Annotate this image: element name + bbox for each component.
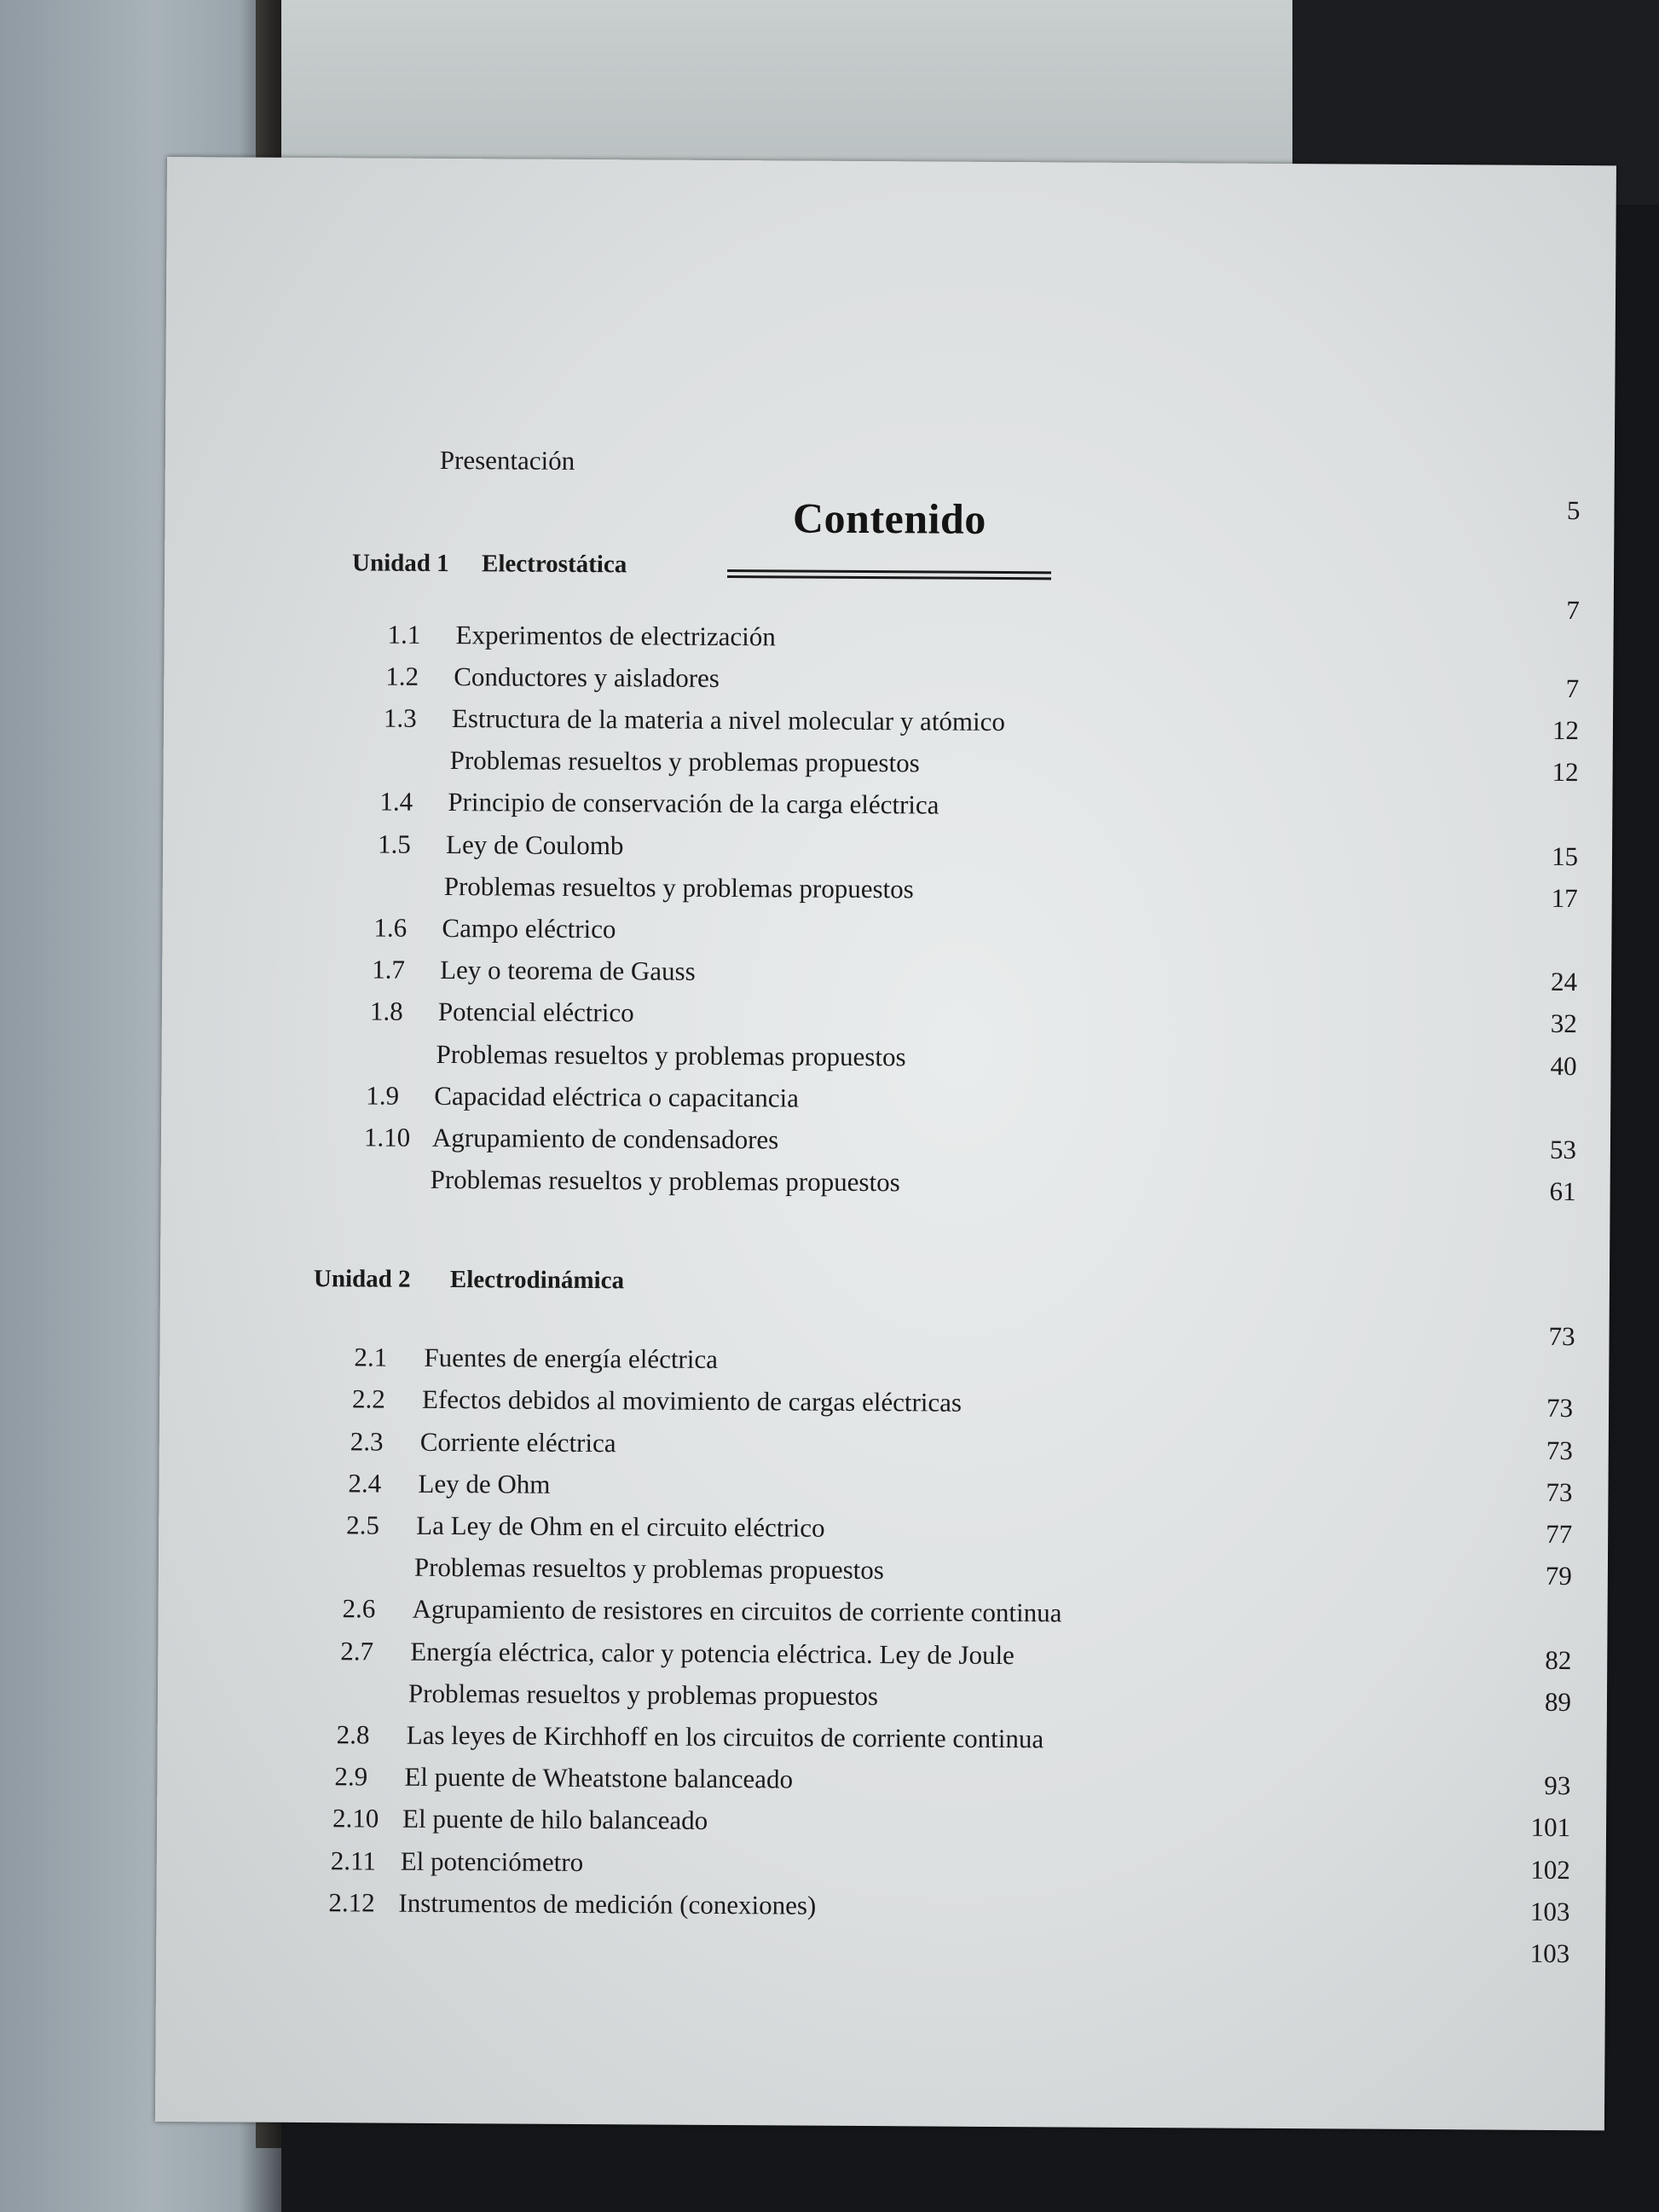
toc-page-number: 73 <box>1548 1321 1575 1352</box>
section-title: Energía eléctrica, calor y potencia eléctrica. Ley de Joule <box>410 1636 1015 1670</box>
section-number: 1.9 <box>366 1080 400 1111</box>
section-title: Efectos debidos al movimiento de cargas eléctricas <box>421 1384 962 1418</box>
section-title: Ley de Coulomb <box>445 829 624 860</box>
toc-page-number: 24 <box>1551 967 1578 997</box>
section-title: Agrupamiento de condensadores <box>431 1122 779 1155</box>
section-number: 1.8 <box>369 996 403 1027</box>
section-title: Corriente eléctrica <box>419 1426 616 1458</box>
section-title: Ley de Ohm <box>418 1468 551 1499</box>
section-number: 2.5 <box>346 1510 380 1540</box>
section-title: Problemas resueltos y problemas propuestos <box>449 745 920 778</box>
section-number: 1.10 <box>363 1122 411 1152</box>
section-number: 1.4 <box>379 786 413 817</box>
section-number: 2.10 <box>332 1803 379 1834</box>
section-number: 1.3 <box>383 702 417 733</box>
toc-page-number: 93 <box>1544 1770 1571 1801</box>
unit-name: Electrodinámica <box>449 1266 625 1295</box>
unit-2-entries <box>155 157 1616 2130</box>
section-number: 1.1 <box>387 619 421 650</box>
section-number: 1.7 <box>372 954 406 985</box>
toc-page-number: 32 <box>1550 1008 1577 1039</box>
toc-page-number: 17 <box>1551 882 1578 913</box>
section-number: 2.3 <box>350 1425 384 1457</box>
toc-page-number: 101 <box>1530 1812 1571 1843</box>
toc-page-number: 73 <box>1546 1476 1573 1507</box>
toc-page-number: 40 <box>1550 1050 1577 1081</box>
unit-label: Unidad 1 <box>351 548 449 577</box>
section-title: Ley o teorema de Gauss <box>440 955 696 986</box>
section-number: 1.6 <box>373 912 408 943</box>
page-title: Contenido <box>792 494 986 543</box>
section-title: Fuentes de energía eléctrica <box>424 1343 719 1375</box>
section-title: Experimentos de electrización <box>455 619 776 651</box>
unit-label: Unidad 2 <box>313 1265 411 1293</box>
section-title: Problemas resueltos y problemas propuestos <box>408 1678 879 1711</box>
toc-page-number: 73 <box>1546 1435 1573 1465</box>
toc-page-number: 7 <box>1565 673 1580 703</box>
section-title: Capacidad eléctrica o capacitancia <box>434 1080 800 1113</box>
section-title: Agrupamiento de resistores en circuitos de corriente continua <box>412 1594 1062 1628</box>
unit-name: Electrostática <box>481 549 627 578</box>
section-number: 2.4 <box>348 1468 382 1499</box>
section-title: Instrumentos de medición (conexiones) <box>398 1887 817 1920</box>
toc-page-number: 77 <box>1546 1518 1573 1550</box>
toc-page-number: 7 <box>1566 594 1580 625</box>
toc-page-number: 89 <box>1544 1686 1572 1717</box>
toc-page-number: 102 <box>1530 1854 1570 1885</box>
section-title: Problemas resueltos y problemas propuestos <box>413 1551 885 1585</box>
toc-page-number: 15 <box>1551 840 1579 871</box>
section-title: Problemas resueltos y problemas propuestos <box>443 870 914 904</box>
toc-page-number: 82 <box>1545 1644 1572 1675</box>
section-number: 2.9 <box>334 1761 368 1792</box>
section-title: Estructura de la materia a nivel molecular y atómico <box>451 702 1006 736</box>
section-number: 2.7 <box>340 1635 374 1666</box>
section-title: Potencial eléctrico <box>437 996 634 1028</box>
toc-page-number: 5 <box>1566 494 1581 525</box>
section-title: Problemas resueltos y problemas propuestos <box>436 1038 906 1071</box>
section-number: 1.5 <box>377 829 411 859</box>
section-number: 2.12 <box>328 1886 375 1918</box>
section-title: Problemas resueltos y problemas propuestos <box>430 1164 900 1198</box>
section-title: La Ley de Ohm en el circuito eléctrico <box>416 1510 825 1543</box>
toc-entry-text: Presentación <box>439 444 575 476</box>
section-number: 2.2 <box>351 1383 385 1414</box>
section-title: Principio de conservación de la carga eléctrica <box>448 787 939 820</box>
toc-page-number: 103 <box>1529 1938 1570 1969</box>
section-title: El potenciómetro <box>400 1845 584 1877</box>
section-title: Conductores y aisladores <box>454 661 720 693</box>
section-title: El puente de hilo balanceado <box>402 1804 708 1836</box>
section-number: 2.8 <box>336 1719 370 1750</box>
section-title: Campo eléctrico <box>442 912 616 944</box>
section-number: 2.11 <box>330 1845 377 1876</box>
toc-page-number: 79 <box>1545 1561 1572 1591</box>
toc-page-number: 61 <box>1549 1176 1576 1207</box>
section-number: 2.6 <box>342 1593 376 1624</box>
section-title: Las leyes de Kirchhoff en los circuitos de corriente continua <box>406 1719 1044 1754</box>
toc-page-number: 103 <box>1529 1896 1570 1926</box>
toc-page-number: 12 <box>1552 757 1579 788</box>
section-number: 1.2 <box>385 661 419 691</box>
toc-page-number: 12 <box>1552 714 1580 746</box>
toc-page-number: 73 <box>1546 1393 1574 1424</box>
section-number: 2.1 <box>354 1342 388 1372</box>
toc-page-number: 53 <box>1549 1134 1577 1165</box>
section-title: El puente de Wheatstone balanceado <box>404 1761 794 1794</box>
